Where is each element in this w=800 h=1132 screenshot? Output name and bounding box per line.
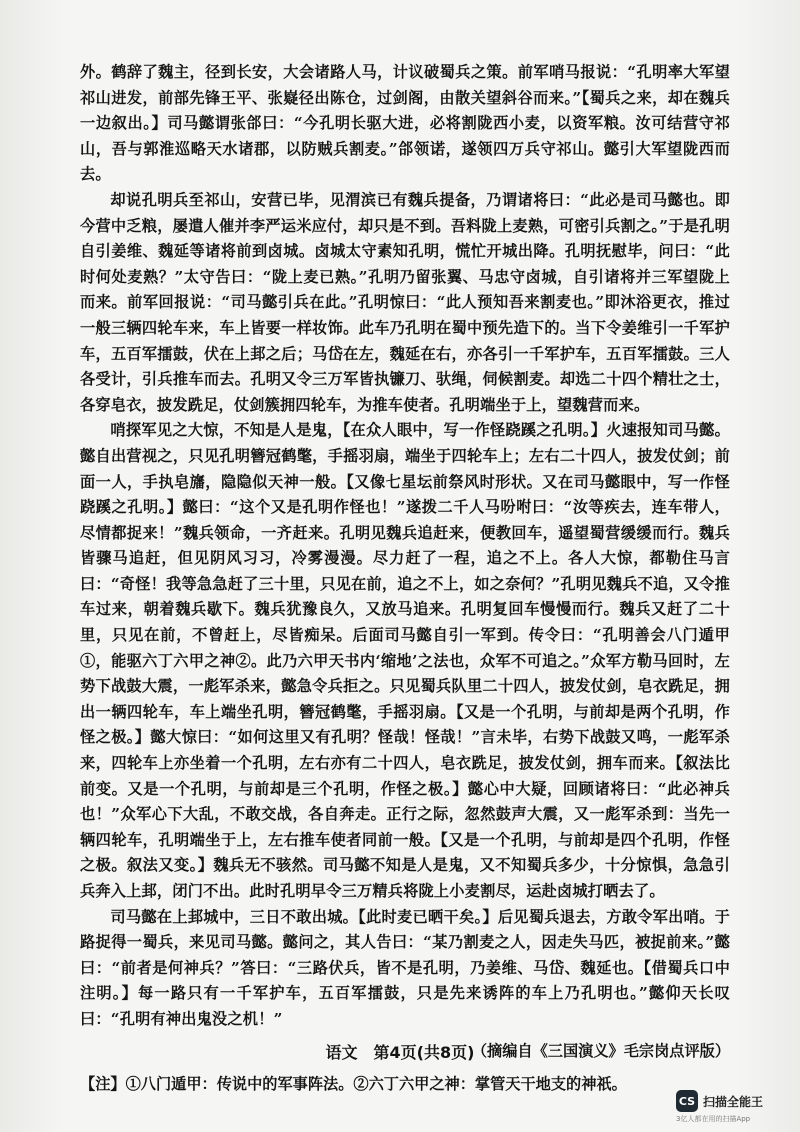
footnote-text: ①八门遁甲：传说中的军事阵法。②六丁六甲之神：掌管天干地支的神祇。 [125,1075,627,1094]
paragraph-2: 却说孔明兵至祁山，安营已毕，见渭滨已有魏兵提备，乃谓诸将曰：“此必是司马懿也。即今营中乏粮，屡遣人催并李严运米应付，却只是不到。吾料陇上麦熟，可密引兵割之。”于是孔明自引姜维、魏延等诸将前到卤城。卤城太守素知孔明，慌忙开城出降。孔明抚慰毕，问曰：“此时何处麦熟？”太守告曰：“陇上麦已熟。”孔明乃留张翼、马忠守卤城，自引诸将并三军望陇上而来。前军回报说：“司马懿引兵在此。”孔明惊曰：“此人预知吾来割麦也。”即沐浴更衣，推过一般三辆四轮车来，车上皆要一样妆饰。此车乃孔明在蜀中预先造下的。当下令姜维引一千军护车，五百军擂鼓，伏在上邽之后；马岱在左，魏延在右，亦各引一千军护车，五百军擂鼓。三人各受计，引兵推车而去。孔明又令三万军皆执镰刀、驮绳，伺候割麦。却选二十四个精壮之士，各穿皂衣，披发跣足，仗剑簇拥四轮车，为推车使者。孔明端坐于上，望魏营而来。 [80,190,730,414]
scanner-watermark [676,1090,786,1124]
source-citation: （摘编自《三国演义》毛宗岗点评版） [471,1041,730,1060]
footnote [80,1072,730,1098]
footnote-label: 【注】 [80,1075,126,1094]
watermark-slogan: 3亿人都在用的扫描App [676,1115,751,1123]
article-body [80,60,730,1098]
page-footer: 语文 第4页(共8页) [325,1043,475,1062]
paragraph-4: 司马懿在上邽城中，三日不敢出城。【此时麦已晒干矣。】后见蜀兵退去，方敢令军出哨。于路捉得一蜀兵，来见司马懿。懿问之，其人告曰：“某乃割麦之人，因走失马匹，被捉前来。”懿曰：“前者是何神兵？”答曰：“三路伏兵，皆不是孔明，乃姜维、马岱、魏延也。【借蜀兵口中注明。】每一路只有一千军护车，五百军擂鼓，只是先来诱阵的车上乃孔明也。”懿仰天长叹曰：“孔明有神出鬼没之机！” [80,907,730,1028]
camscanner-logo-icon: CS [676,1090,698,1112]
watermark-app-name: 扫描全能王 [703,1094,764,1109]
paragraph-1: 外。鹤辞了魏主，径到长安，大会诸路人马，计议破蜀兵之策。前军哨马报说：“孔明率大军望祁山进发，前部先锋王平、张嶷径出陈仓，过剑阁，由散关望斜谷而来。”【蜀兵之来，却在魏兵一边叙出。】司马懿谓张郃曰：“今孔明长驱大进，必将割陇西小麦，以资军粮。汝可结营守祁山，吾与郭淮巡略天水诸郡，以防贼兵割麦。”郃领诺，遂领四万兵守祁山。懿引大军望陇西而去。 [80,63,730,184]
watermark-row [676,1090,786,1112]
paragraph-3: 哨探军见之大惊，不知是人是鬼，【在众人眼中，写一作怪跷蹊之孔明。】火速报知司马懿。懿自出营视之，只见孔明簪冠鹤氅，手摇羽扇，端坐于四轮车上；左右二十四人，披发仗剑；前面一人，手执皂旛，隐隐似天神一般。【又像七星坛前祭风时形状。又在司马懿眼中，写一作怪跷蹊之孔明。】懿曰：“这个又是孔明作怪也！”遂拨二千人马吩咐曰：“汝等疾去，连车带人，尽情都捉来！”魏兵领命，一齐赶来。孔明见魏兵追赶来，便教回车，遥望蜀营缓缓而行。魏兵皆骤马追赶，但见阴风习习，冷雾漫漫。尽力赶了一程，追之不上。各人大惊，都勒住马言曰：“奇怪！我等急急赶了三十里，只见在前，追之不上，如之奈何？”孔明见魏兵不追，又令推车过来，朝着魏兵歇下。魏兵犹豫良久，又放马追来。孔明复回车慢慢而行。魏兵又赶了二十里，只见在前，不曾赶上，尽皆痴呆。后面司马懿自引一军到。传令曰：“孔明善会八门遁甲①，能驱六丁六甲之神②。此乃六甲天书内‘缩地’之法也，众军不可追之。”众军方勒马回时，左势下战鼓大震，一彪军杀来，懿急令兵拒之。只见蜀兵队里二十四人，披发仗剑，皂衣跣足，拥出一辆四轮车，车上端坐孔明，簪冠鹤氅，手摇羽扇。【又是一个孔明，与前却是两个孔明，作怪之极。】懿大惊曰：“如何这里又有孔明？怪哉！怪哉！”言未毕，右势下战鼓又鸣，一彪军杀来，四轮车上亦坐着一个孔明，左右亦有二十四人，皂衣跣足，披发仗剑，拥车而来。【叙法比前变。又是一个孔明，与前却是三个孔明，作怪之极。】懿心中大疑，回顾诸将曰：“此必神兵也！”众军心下大乱，不敢交战，各自奔走。正行之际，忽然鼓声大震，又一彪军杀到：当先一辆四轮车，孔明端坐于上，左右推车使者同前一般。【又是一个孔明，与前却是四个孔明，作怪之极。叙法又变。】魏兵无不骇然。司马懿不知是人是鬼，又不知蜀兵多少，十分惊惧，急急引兵奔入上邽，闭门不出。此时孔明早令三万精兵将陇上小麦割尽，运赴卤城打晒去了。 [80,421,730,900]
